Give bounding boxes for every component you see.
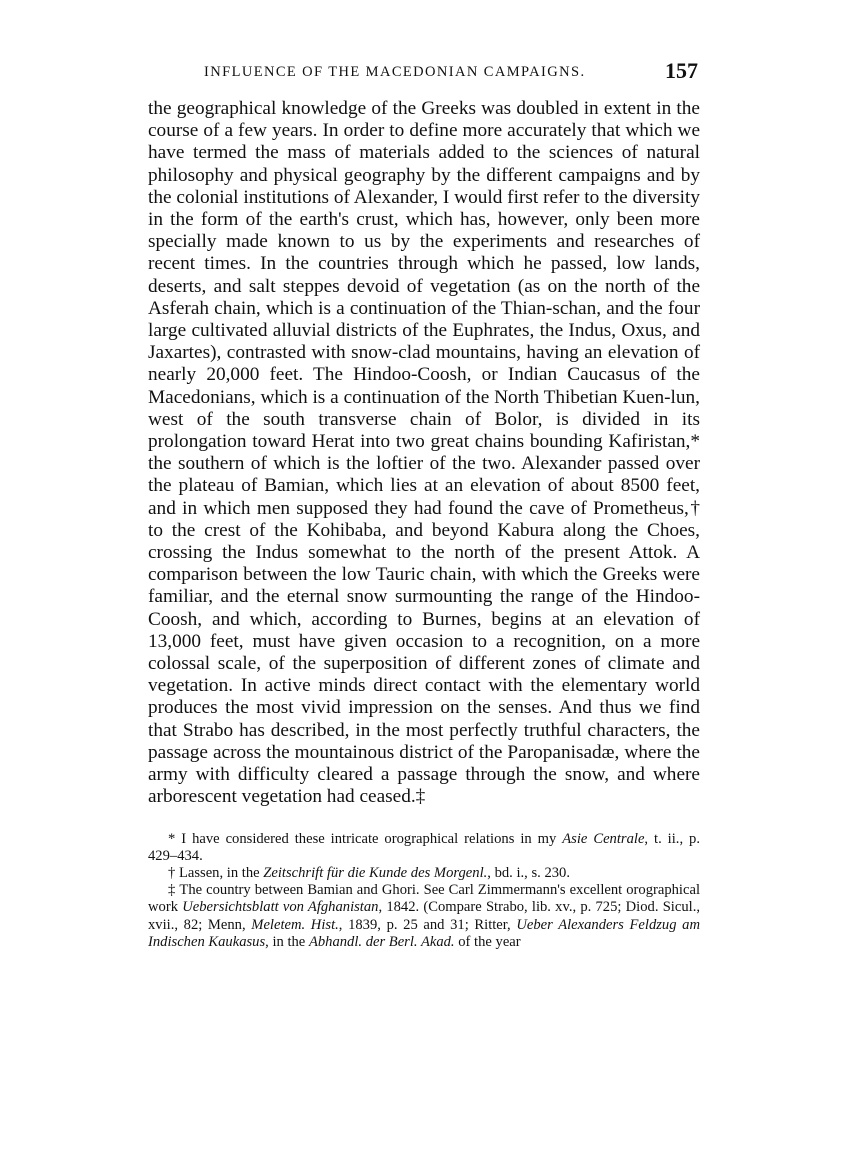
footnote-3-title-3: Ueber Alexanders Feldzug am Indischen Kaukasus (148, 916, 701, 950)
footnote-3 (148, 882, 700, 951)
footnote-3-title-2: Meletem. Hist. (251, 916, 339, 933)
footnote-2 (148, 865, 700, 882)
footnote-1 (148, 831, 700, 865)
footnote-2-text: † Lassen, in the (168, 864, 264, 881)
main-text (148, 98, 700, 809)
running-header (148, 58, 700, 88)
footnote-3-text-4: , in the (265, 933, 309, 950)
book-page (148, 58, 700, 951)
footnotes (148, 831, 700, 951)
footnote-1-text: * I have considered these intricate orographical relations in my (168, 830, 563, 847)
running-title: INFLUENCE OF THE MACEDONIAN CAMPAIGNS. (204, 64, 586, 80)
footnote-3-text-3: , 1839, p. 25 and 31; Ritter, (338, 916, 517, 933)
footnote-3-text-2: , 1842. (Compare Strabo, lib. xv., p. 725; Diod. Sicul., xvii., 82; Menn, (148, 899, 700, 933)
page-number: 157 (665, 58, 698, 83)
footnote-2-title: Zeitschrift für die Kunde des Morgenl. (263, 864, 488, 881)
footnote-3-title-4: Abhandl. der Berl. Akad. (308, 933, 455, 950)
footnote-3-title: Uebersichtsblatt von Afghanistan (182, 899, 379, 916)
footnote-1-pages: , t. ii., p. 429–434. (148, 830, 700, 864)
footnote-1-title: Asie Centrale (562, 830, 645, 847)
footnote-3-text-5: of the year (454, 933, 521, 950)
footnote-3-text: ‡ The country between Bamian and Ghori. See Carl Zimmermann's excellent orographical work (148, 882, 700, 916)
body-paragraph: the geographical knowledge of the Greeks was doubled in extent in the course of a few years. In order to define more accurately that which we have termed the mass of materials added to the sciences of natural philosophy and physical geography by the different campaigns and by the colonial institutions of Alexander, I would first refer to the diversity in the form of the earth's crust, which has, however, only been more specially made known to us by the experiments and researches of recent times. In the countries through which he passed, low lands, deserts, and salt steppes devoid of vegetation (as on the north of the Asferah chain, which is a continuation of the Thian-schan, and the four large cultivated alluvial districts of the Euphrates, the Indus, Oxus, and Jaxartes), contrasted with snow-clad mountains, having an elevation of nearly 20,000 feet. The Hindoo-Coosh, or Indian Caucasus of the Macedonians, which is a continuation of the North Thibetian Kuen-lun, west of the south transverse chain of Bolor, is divided in its prolongation toward Herat into two great chains bounding Kafiristan,* the southern of which is the loftier of the two. Alexander passed over the plateau of Bamian, which lies at an elevation of about 8500 feet, and in which men supposed they had found the cave of Prometheus,† to the crest of the Kohibaba, and beyond Kabura along the Choes, crossing the Indus somewhat to the north of the present Attok. A comparison between the low Tauric chain, with which the Greeks were familiar, and the eternal snow surmounting the range of the Hindoo-Coosh, and which, according to Burnes, begins at an elevation of 13,000 feet, must have given occasion to a recognition, on a more colossal scale, of the superposition of different zones of climate and vegetation. In active minds direct contact with the elementary world produces the most vivid impression on the senses. And thus we find that Strabo has described, in the most perfectly truthful characters, the passage across the mountainous district of the Paropanisadæ, where the army with difficulty cleared a passage through the snow, and where arborescent vegetation had ceased.‡ (148, 98, 700, 808)
footnote-2-pages: , bd. i., s. 230. (487, 864, 570, 881)
